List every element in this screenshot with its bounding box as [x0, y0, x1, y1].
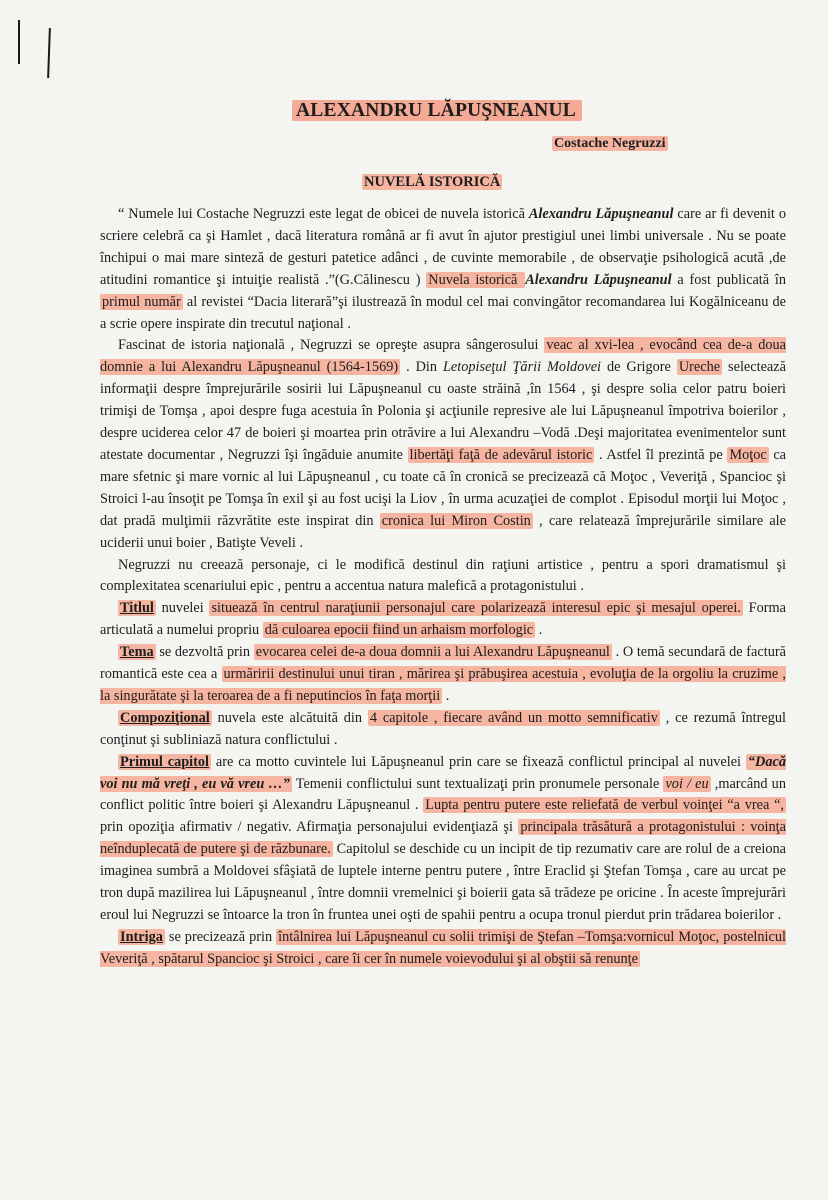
section-label: Primul capitol — [120, 753, 210, 770]
text-run: ,marcând un conflict politic între boieri şi Alexandru Lăpuşneanul . — [100, 775, 786, 814]
margin-mark — [47, 28, 51, 78]
document-title — [292, 100, 582, 122]
highlight: urmăririi destinului unui tiran , mărirea şi prăbuşirea acestuia , evoluţia de la orgoliu la cruzime , la singurătate şi la teroarea de a fi neputincios în faţa morţii — [100, 666, 786, 704]
section-label: Compoziţional — [120, 709, 210, 726]
section-label: Titlul — [120, 600, 154, 617]
highlight: dă culoarea epocii fiind un arhaism morfologic — [264, 622, 534, 639]
text-run: nuvelei — [155, 600, 210, 617]
paragraph-characters: Negruzzi nu creează personaje, ci le modifică destinul din raţiuni artistice , pentru a spori dramatismul şi complexitatea scenariului epic , pentru a accentua natura malefică a protagonistului . — [100, 556, 786, 595]
work-title: Alexandru Lăpuşneanul — [528, 206, 674, 222]
paragraph-first-chapter — [100, 752, 786, 927]
work-title: Alexandru Lăpuşneanul — [525, 271, 672, 288]
section-label: Intriga — [120, 928, 163, 945]
text-run: . Din — [400, 359, 443, 376]
highlight: cronica lui Miron Costin — [381, 512, 531, 529]
text-run: Temenii conflictului sunt textualizaţi prin pronumele personale — [291, 775, 664, 792]
text-run: de Grigore — [601, 359, 677, 376]
paragraph-intro — [100, 204, 786, 335]
chronicle-title: Letopiseţul Ţării Moldovei — [442, 359, 602, 376]
text-run: . Astfel îl prezintă pe — [594, 446, 728, 463]
document-body — [100, 204, 786, 971]
text-run: a fost publicată în — [671, 271, 786, 288]
margin-mark — [18, 20, 20, 64]
text-run: , ce rezumă întregul conţinut şi subliniază natura conflictului . — [100, 709, 786, 748]
text-run: care ar fi devenit o scriere celebră ca şi Hamlet , dacă literatura română ar fi avut în ajutor prestigiul unei limbi universale . Nu se poate închipui o mai mare sinteză de gesturi patetice adânci , de cuvinte memorabile , de observaţie psihologică acută ,de atitudini romantice şi intuiţie realistă .”(G.Călinescu ) — [100, 206, 786, 288]
text-run: . — [442, 687, 450, 704]
highlight: voi / eu — [665, 775, 709, 792]
text-run: Forma articulată a numelui propriu — [100, 600, 786, 639]
highlight: libertăţi faţă de adevărul istoric — [409, 446, 593, 463]
highlight: veac al xvi-lea , evocând cea de-a doua domnie a lui Alexandru Lăpuşneanul (1564-1569) — [100, 337, 786, 376]
motto-quote: “Dacă voi nu mă vreţi , eu vă vreu …” — [100, 753, 786, 792]
highlight: Lupta pentru putere este reliefată de verbul voinţei “a vrea “, — [425, 797, 784, 814]
author-name — [552, 136, 668, 152]
text-run: al revistei “Dacia literară”şi ilustrează în modul cel mai convingător recomandarea lui Kogălniceanu de a scrie opere inspirate din trecutul naţional . — [100, 293, 786, 332]
highlight: situează în centrul naraţiunii personajul care polarizează interesul epic şi mesajul operei. — [211, 600, 741, 617]
text-run: . — [535, 622, 543, 639]
section-label: Tema — [120, 644, 154, 661]
paragraph-history — [100, 335, 786, 554]
genre-highlight: NUVELĂ ISTORICĂ — [364, 174, 501, 190]
text-run: are ca motto cuvintele lui Lăpuşneanul prin care se fixează conflictul principal al nuvelei — [211, 753, 746, 770]
text-run: se dezvoltă prin — [155, 644, 254, 661]
paragraph-composition — [100, 708, 786, 752]
highlight: Ureche — [678, 359, 721, 376]
highlight: primul număr — [102, 293, 181, 310]
paragraph-title — [100, 598, 786, 642]
paragraph-theme — [100, 642, 786, 708]
text-run: prin opoziţia afirmativ / negativ. Afirmaţia personajului evidenţiază şi — [100, 819, 519, 836]
title-highlight: ALEXANDRU LĂPUŞNEANUL — [292, 100, 582, 121]
highlight: Moţoc — [729, 446, 767, 463]
author-highlight: Costache Negruzzi — [554, 136, 666, 151]
paragraph-intrigue — [100, 927, 786, 971]
text-run: . O temă secundară de factură romantică este cea a — [100, 644, 786, 683]
highlight: principala trăsătură a protagonistului : voinţa neînduplecată de putere şi de răzbunare. — [100, 819, 786, 858]
text-run: ca mare sfetnic şi mare vornic al lui Lăpuşneanul , cu toate că în cronică se precizează că Moţoc , Veveriţă , Spancioc şi Stroici l-au însoţit pe Tomşa în exil şi au fost ucişi la Liov , în urma acuzaţiei de complot . Episodul morţii lui Moţoc , dat pradă mulţimii răzvrătite este inspirat din — [100, 446, 787, 529]
text-run: , care relatează împrejurările similare ale uciderii unui boier , Batişte Veveli . — [100, 512, 786, 551]
highlight: evocarea celei de-a doua domnii a lui Alexandru Lăpuşneanul — [255, 644, 610, 661]
genre-heading — [362, 174, 502, 191]
highlight: 4 capitole , fiecare având un motto semnificativ — [369, 709, 658, 726]
highlight: Nuvela istorică — [428, 271, 524, 288]
text-run: Capitolul se deschide cu un incipit de tip rezumativ care are rolul de a creiona imaginea sumbră a Moldovei sfâşiată de luptele interne pentru putere , între Eraclid şi Ştefan Tomşa , care au urcat pe tron după mazilirea lui Lăpuşneanul , între domnii vremelnici şi boierii gata să trădeze pe oricine . În aceste împrejurări eroul lui Negruzzi se întoarce la tron în fruntea unei oşti de spahii pentru a ocupa tronul pierdut prin trădarea boierilor . — [100, 841, 786, 923]
text-run: “ Numele lui Costache Negruzzi este legat de obicei de nuvela istorică — [118, 206, 529, 222]
text-run: selectează informaţii despre împrejurările sosirii lui Lăpuşneanul cu oaste străină ,în 1564 , şi despre solia celor patru boieri trimişi de Tomşa , apoi despre fuga acestuia în Polonia şi acţiunile represive ale lui Lăpuşneanul împotriva boierilor , despre uciderea celor 47 de boieri şi moartea prin otrăvire a lui Alexandru –Vodă .Deşi majoritatea evenimentelor sunt atestate documentar , Negruzzi îşi îngăduie anumite — [100, 359, 786, 463]
text-run: Fascinat de istoria naţională , Negruzzi se opreşte asupra sângerosului — [118, 337, 545, 354]
highlight: întâlnirea lui Lăpuşneanul cu solii trimişi de Ştefan –Tomşa:vornicul Moţoc, postelnicul Veveriţă , spătarul Spancioc şi Stroici , care îi cer în numele voievodului şi al obştii să renunţe — [100, 928, 786, 967]
text-run: se precizează prin — [164, 928, 277, 945]
text-run: nuvela este alcătuită din — [211, 709, 368, 726]
